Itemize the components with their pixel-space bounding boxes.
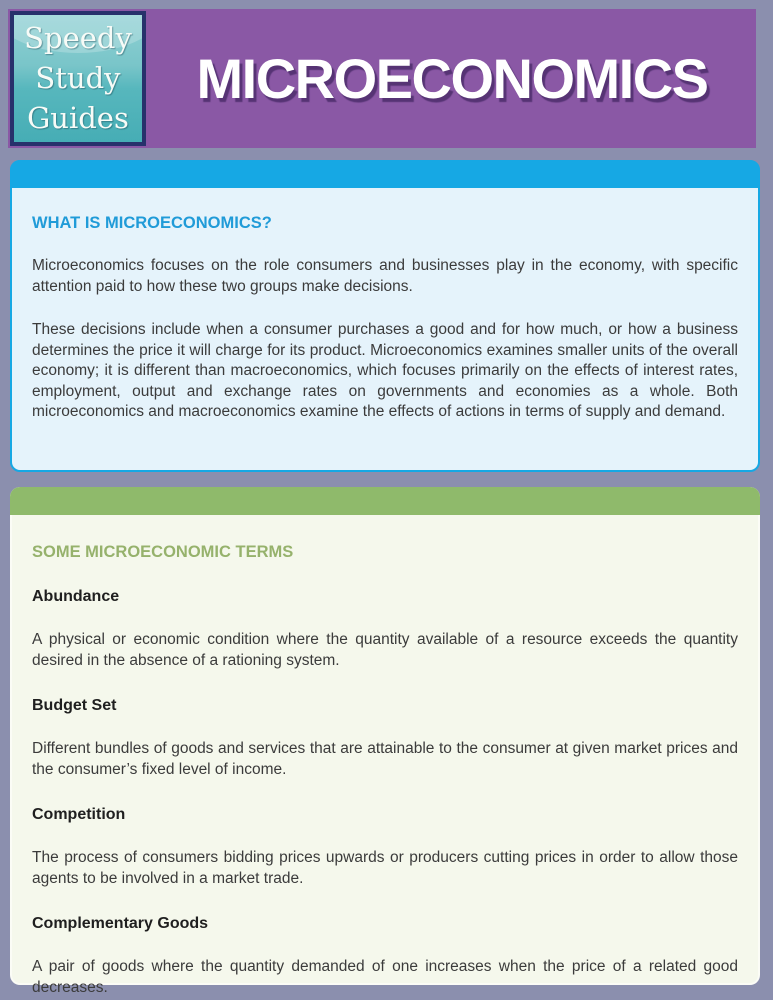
term-name: Abundance (32, 588, 120, 605)
paragraph: These decisions include when a consumer purchases a good and for how much, or how a business determines the price it will charge for its product. Microeconomics examines smaller units of the overall economy; it is different than macroeconomics, which focuses primarily on the effects of interest rates, employment, output and exchange rates on governments and economies as a whole. Both microeconomics and macroeconomics examine the effects of actions in terms of supply and demand. (32, 321, 738, 420)
section-body (12, 214, 758, 423)
header-band (8, 9, 756, 148)
term-name: Complementary Goods (32, 915, 209, 932)
page-title: MICROECONOMICS (196, 47, 708, 110)
term-name: Competition (32, 806, 126, 823)
brand-logo-text (14, 15, 142, 138)
section-what-is-microeconomics (10, 160, 760, 472)
section-some-microeconomic-terms (10, 487, 760, 996)
term-definition: The process of consumers bidding prices upwards or producers cutting prices in order to allow those agents to be involved in a market trade. (32, 849, 738, 887)
term-name: Budget Set (32, 697, 117, 714)
term-definition: A pair of goods where the quantity demanded of one increases when the price of a related good decreases. (32, 958, 738, 996)
section-header-bar-blue (10, 160, 760, 188)
brand-logo (10, 11, 146, 146)
term-definition: A physical or economic condition where the quantity available of a resource exceeds the quantity desired in the absence of a rationing system. (32, 631, 738, 669)
title-container (148, 9, 756, 148)
term-definition: Different bundles of goods and services that are attainable to the consumer at given market prices and the consumer’s fixed level of income. (32, 740, 738, 778)
section-heading: WHAT IS MICROECONOMICS? (32, 214, 272, 232)
brand-logo-line: Guides (27, 101, 129, 135)
section-header-bar-green (10, 487, 760, 515)
section-body (12, 543, 758, 998)
brand-logo-line: Speedy (24, 21, 132, 55)
brand-logo-line: Study (35, 61, 121, 95)
section-heading: SOME MICROECONOMIC TERMS (32, 543, 294, 561)
paragraph: Microeconomics focuses on the role consumers and businesses play in the economy, with specific attention paid to how these two groups make decisions. (32, 257, 738, 295)
